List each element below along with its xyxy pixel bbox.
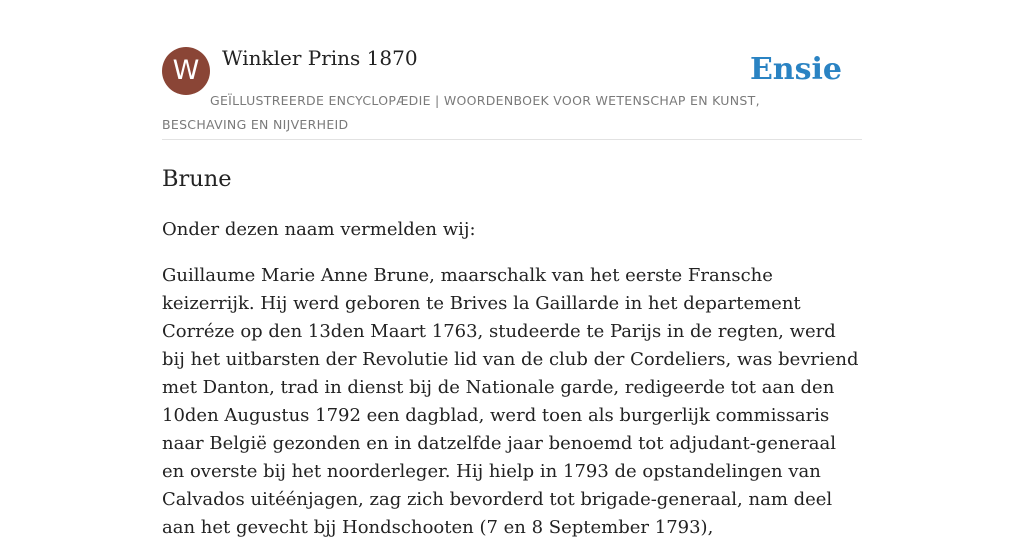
- article: [162, 160, 862, 542]
- source-avatar[interactable]: W: [162, 47, 210, 95]
- header: [162, 46, 862, 140]
- source-title[interactable]: Winkler Prins 1870: [222, 46, 418, 70]
- article-body: Guillaume Marie Anne Brune, maarschalk van het eerste Fransche keizerrijk. Hij werd geboren te Brives la Gaillarde in het departement Corréze op den 13den Maart 1763, studeerde te Parijs in de regten, werd bij het uitbarsten der Revolutie lid van de club der Cordeliers, was bevriend met Danton, trad in dienst bij de Nationale garde, redigeerde tot aan den 10den Augustus 1792 een dagblad, werd toen als burgerlijk commissaris naar België gezonden en in datzelfde jaar benoemd tot adjudant-generaal en overste bij het noorderleger. Hij hielp in 1793 de opstandelingen van Calvados uitéénjagen, zag zich bevorderd tot brigade-generaal, nam deel aan het gevecht bjj Hondschooten (7 en 8 September 1793),: [162, 265, 859, 538]
- article-title: Brune: [162, 166, 232, 192]
- article-intro: Onder dezen naam vermelden wij:: [162, 219, 476, 240]
- source-subtitle: GEÏLLUSTREERDE ENCYCLOPÆDIE | WOORDENBOEK VOOR WETENSCHAP EN KUNST, BESCHAVING EN NIJVERHEID: [162, 93, 760, 132]
- ensie-logo[interactable]: Ensie: [749, 52, 842, 87]
